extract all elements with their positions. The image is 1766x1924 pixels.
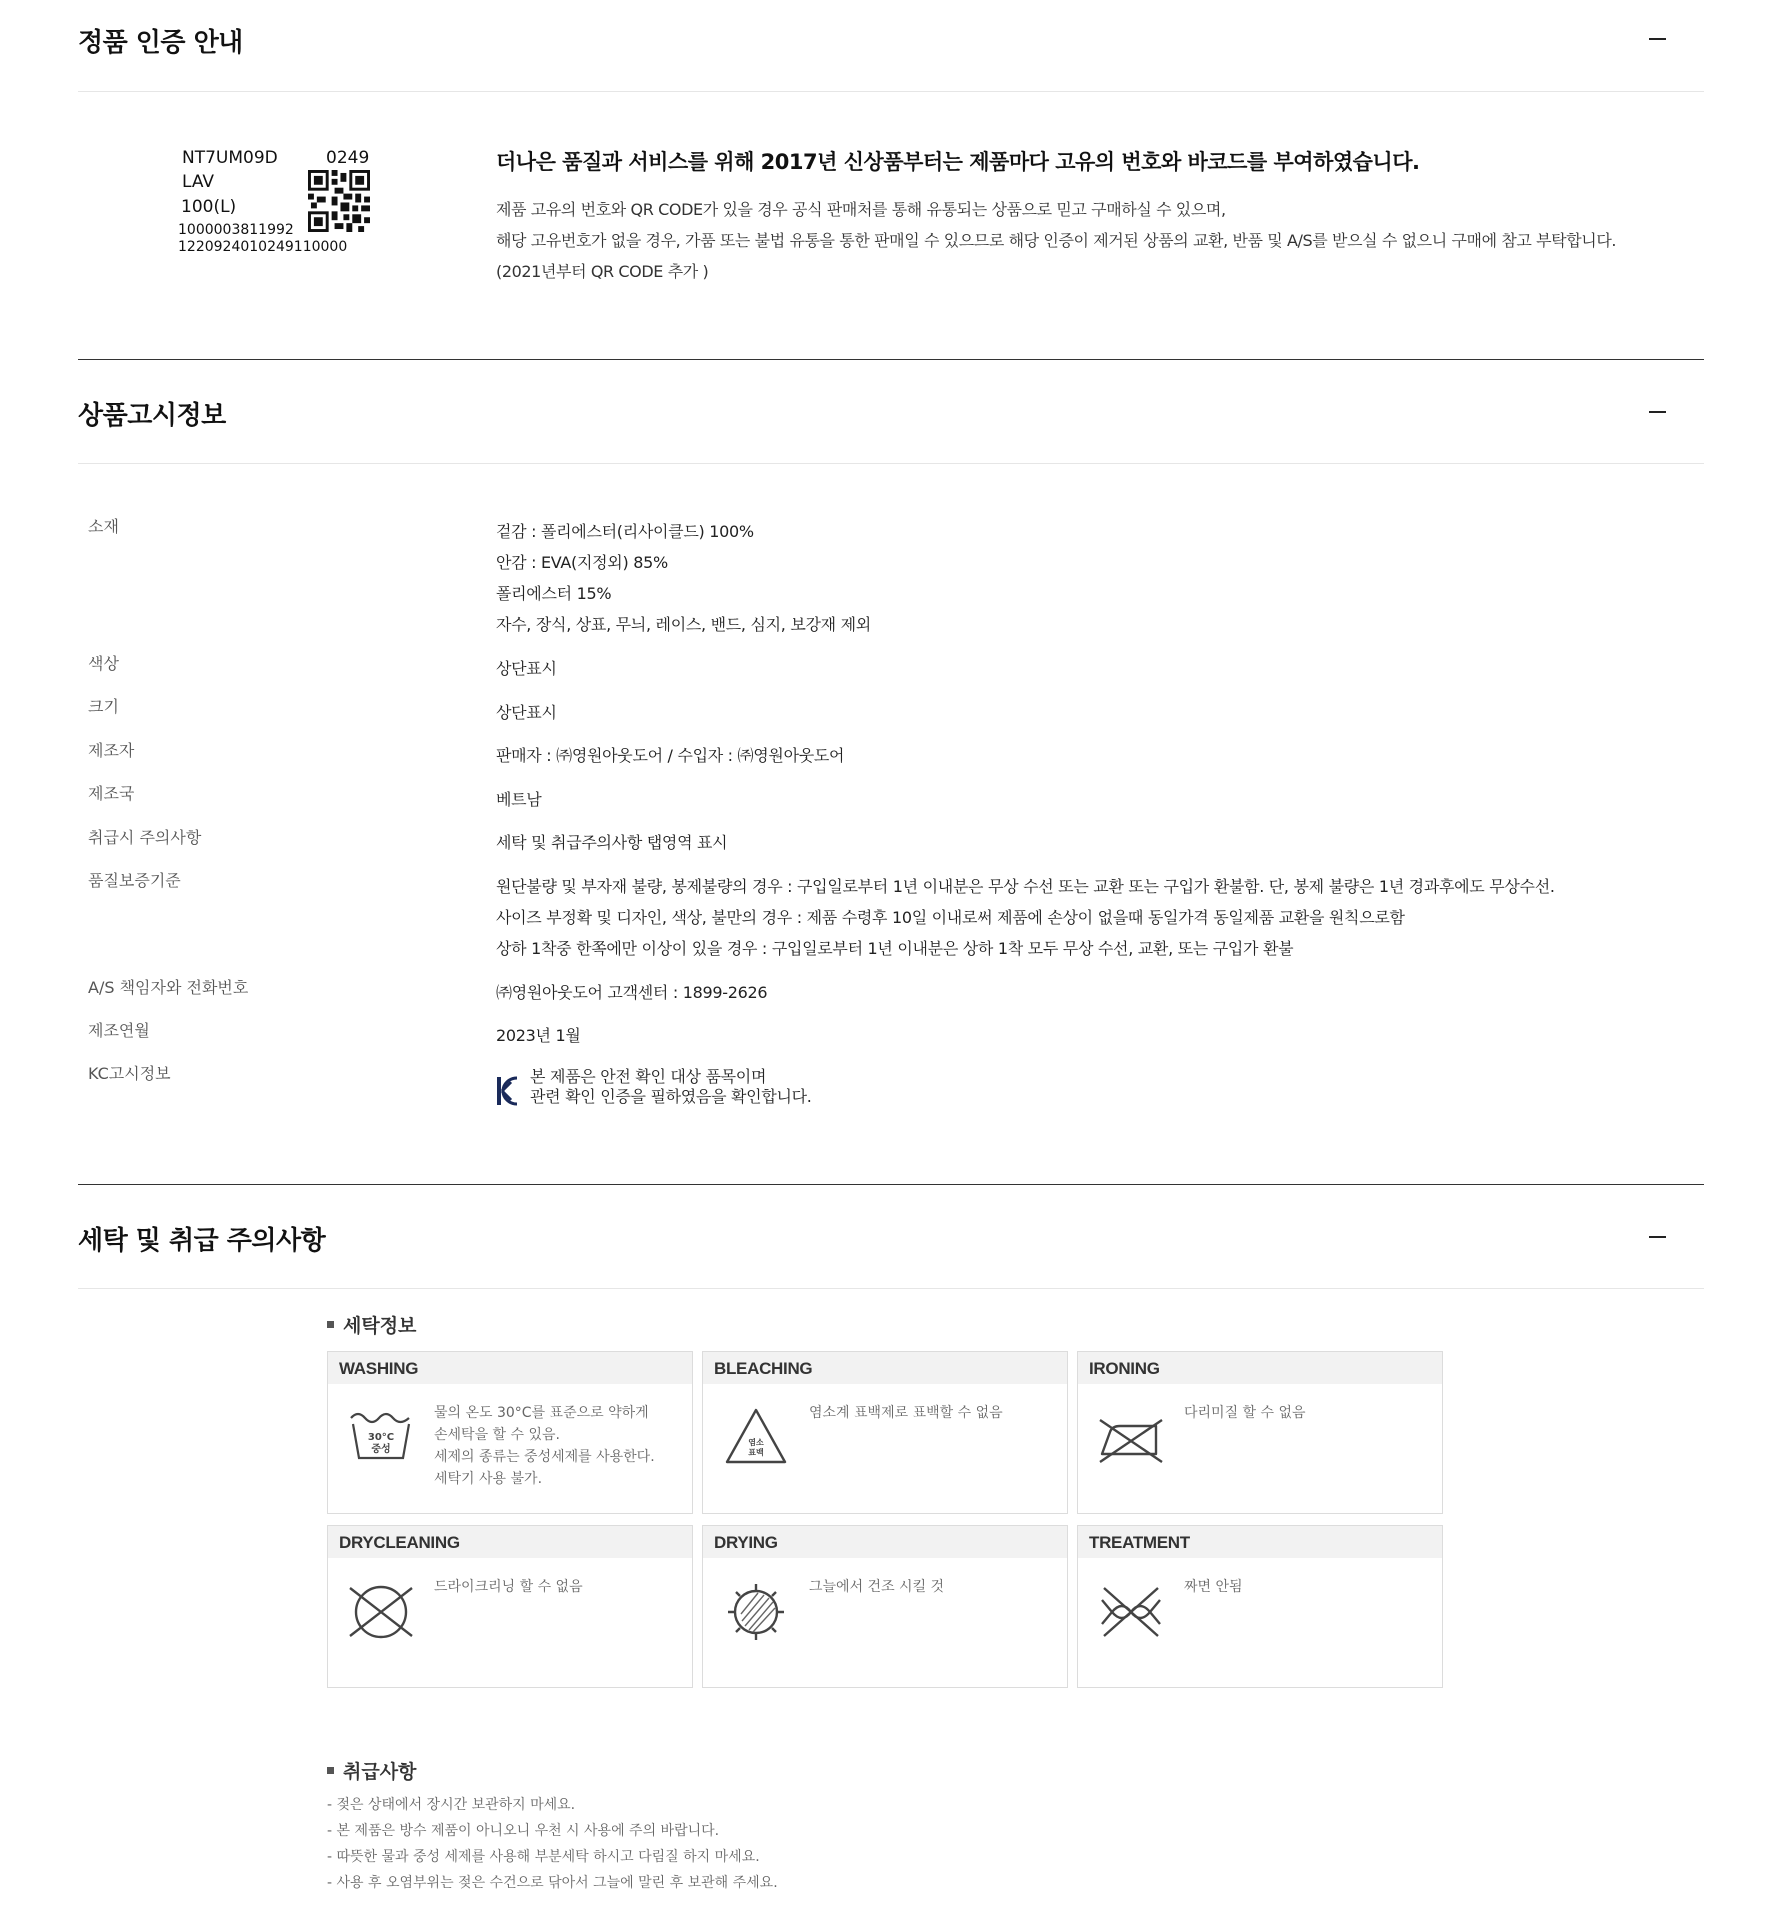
section-title-auth: 정품 인증 안내 [78,28,243,58]
qr-code-icon [308,170,370,232]
care-card-text [809,1576,944,1598]
care-card-drycleaning [327,1525,693,1688]
notice-label-as-contact: A/S 책임자와 전화번호 [88,978,249,997]
handling-heading-text: 취급사항 [343,1761,417,1783]
notice-label-manufacture-date: 제조연월 [88,1021,150,1040]
care-card-title: DRYCLEANING [328,1526,692,1558]
notice-label-country: 제조국 [88,784,135,803]
handling-heading [327,1757,416,1784]
care-card-line: 손세탁을 할 수 있음. [434,1427,560,1443]
notice-value: 베트남 [496,790,542,809]
product-label-tag [178,148,388,266]
bullet-square-icon [327,1767,334,1774]
care-card-text [434,1402,655,1490]
washing-30c-neutral-icon [346,1404,416,1468]
care-card-title: TREATMENT [1078,1526,1442,1558]
label-number-1: 1000003811992 [178,222,294,238]
care-card-title: BLEACHING [703,1352,1067,1384]
care-card-text [434,1576,583,1598]
washing-info-heading [327,1311,416,1338]
care-card-line: 다리미질 할 수 없음 [1184,1405,1306,1421]
shade-drying-icon [721,1578,791,1642]
notice-label-material: 소재 [88,517,119,536]
auth-line: 제품 고유의 번호와 QR CODE가 있을 경우 공식 판매처를 통해 유통되는 상품으로 믿고 구매하실 수 있으며, [496,200,1226,219]
handling-line: - 본 제품은 방수 제품이 아니오니 우천 시 사용에 주의 바랍니다. [327,1823,720,1839]
care-card-text [1184,1576,1243,1598]
care-card-line: 세제의 종류는 중성세제를 사용한다. [434,1449,655,1465]
no-wringing-icon [1096,1578,1166,1642]
notice-value: 겉감 : 폴리에스터(리사이클드) 100% [496,522,754,541]
notice-label-manufacturer: 제조자 [88,741,135,760]
notice-value: 사이즈 부정확 및 디자인, 색상, 불만의 경우 : 제품 수령후 10일 이내로써 제품에 손상이 없을때 동일가격 동일제품 교환을 원칙으로함 [496,908,1405,927]
label-model: NT7UM09D [182,148,278,168]
notice-label-color: 색상 [88,654,119,673]
notice-label-warranty: 품질보증기준 [88,871,181,890]
handling-line: - 따뜻한 물과 중성 세제를 사용해 부분세탁 하시고 다림질 하지 마세요. [327,1849,760,1865]
divider [78,463,1704,464]
care-card-line: 드라이크리닝 할 수 없음 [434,1579,583,1595]
svg-text:30°C: 30°C [367,1432,395,1443]
care-card-drying [702,1525,1068,1688]
care-card-line: 염소계 표백제로 표백할 수 없음 [809,1405,1003,1421]
no-ironing-icon [1096,1404,1166,1468]
notice-value: 상단표시 [496,659,557,678]
notice-value: 세탁 및 취급주의사항 탭영역 표시 [496,833,728,852]
care-card-line: 세탁기 사용 불가. [434,1471,543,1487]
care-card-text [809,1402,1003,1424]
label-size: 100(L) [181,197,237,217]
notice-value: 폴리에스터 15% [496,584,612,603]
collapse-toggle-auth[interactable] [1649,38,1666,40]
care-card-line: 그늘에서 건조 시킬 것 [809,1579,945,1595]
svg-text:표백: 표백 [748,1448,764,1457]
care-card-title: DRYING [703,1526,1067,1558]
section-title-notice: 상품고시정보 [78,401,226,431]
collapse-toggle-care[interactable] [1649,1236,1666,1238]
notice-value: 원단불량 및 부자재 불량, 봉제불량의 경우 : 구입일로부터 1년 이내분은 무상 수선 또는 교환 또는 구입가 환불함. 단, 봉제 불량은 1년 경과후에도 무상수선. [496,877,1555,896]
notice-label-handling: 취급시 주의사항 [88,828,202,847]
auth-line: 해당 고유번호가 없을 경우, 가품 또는 불법 유통을 통한 판매일 수 있으므로 해당 인증이 제거된 상품의 교환, 반품 및 A/S를 받으실 수 없으니 구매에 참고 부탁합니다. [496,231,1617,250]
care-card-title: IRONING [1078,1352,1442,1384]
notice-value: 자수, 장식, 상표, 무늬, 레이스, 밴드, 심지, 보강재 제외 [496,615,871,634]
svg-text:중성: 중성 [371,1444,391,1455]
notice-value: 2023년 1월 [496,1026,581,1045]
notice-value: 관련 확인 인증을 필하였음을 확인합니다. [530,1087,812,1106]
care-card-bleaching [702,1351,1068,1514]
notice-value: 안감 : EVA(지정외) 85% [496,553,668,572]
divider [78,1288,1704,1289]
svg-text:염소: 염소 [748,1438,764,1447]
care-card-ironing [1077,1351,1443,1514]
notice-value: 판매자 : ㈜영원아웃도어 / 수입자 : ㈜영원아웃도어 [496,746,845,765]
auth-line: (2021년부터 QR CODE 추가 ) [496,262,709,281]
notice-value: 상단표시 [496,703,557,722]
care-card-line: 물의 온도 30°C를 표준으로 약하게 [434,1405,649,1421]
handling-line: - 사용 후 오염부위는 젖은 수건으로 닦아서 그늘에 말린 후 보관해 주세요. [327,1875,778,1891]
bullet-square-icon [327,1321,334,1328]
care-card-title: WASHING [328,1352,692,1384]
divider [78,91,1704,92]
collapse-toggle-notice[interactable] [1649,411,1666,413]
label-number-2: 1220924010249110000 [178,239,348,255]
auth-headline: 더나은 품질과 서비스를 위해 2017년 신상품부터는 제품마다 고유의 번호와 바코드를 부여하였습니다. [496,150,1420,174]
notice-label-kc: KC고시정보 [88,1064,171,1083]
washing-info-heading-text: 세탁정보 [343,1315,417,1337]
care-card-treatment [1077,1525,1443,1688]
no-drycleaning-icon [346,1578,416,1642]
care-card-washing [327,1351,693,1514]
label-color: LAV [182,172,215,192]
notice-label-size: 크기 [88,697,119,716]
handling-line: - 젖은 상태에서 장시간 보관하지 마세요. [327,1797,576,1813]
section-title-care: 세탁 및 취급 주의사항 [78,1226,326,1256]
care-card-line: 짜면 안됨 [1184,1579,1243,1595]
section-divider [78,1184,1704,1185]
notice-value: 상하 1착중 한쪽에만 이상이 있을 경우 : 구입일로부터 1년 이내분은 상하 1착 모두 무상 수선, 교환, 또는 구입가 환불 [496,939,1294,958]
notice-value: 본 제품은 안전 확인 대상 품목이며 [530,1067,767,1086]
notice-value: ㈜영원아웃도어 고객센터 : 1899-2626 [496,983,768,1002]
label-code: 0249 [326,148,370,168]
kc-mark-icon [495,1074,519,1108]
care-card-text [1184,1402,1306,1424]
section-divider [78,359,1704,360]
no-chlorine-bleach-icon [721,1404,791,1468]
